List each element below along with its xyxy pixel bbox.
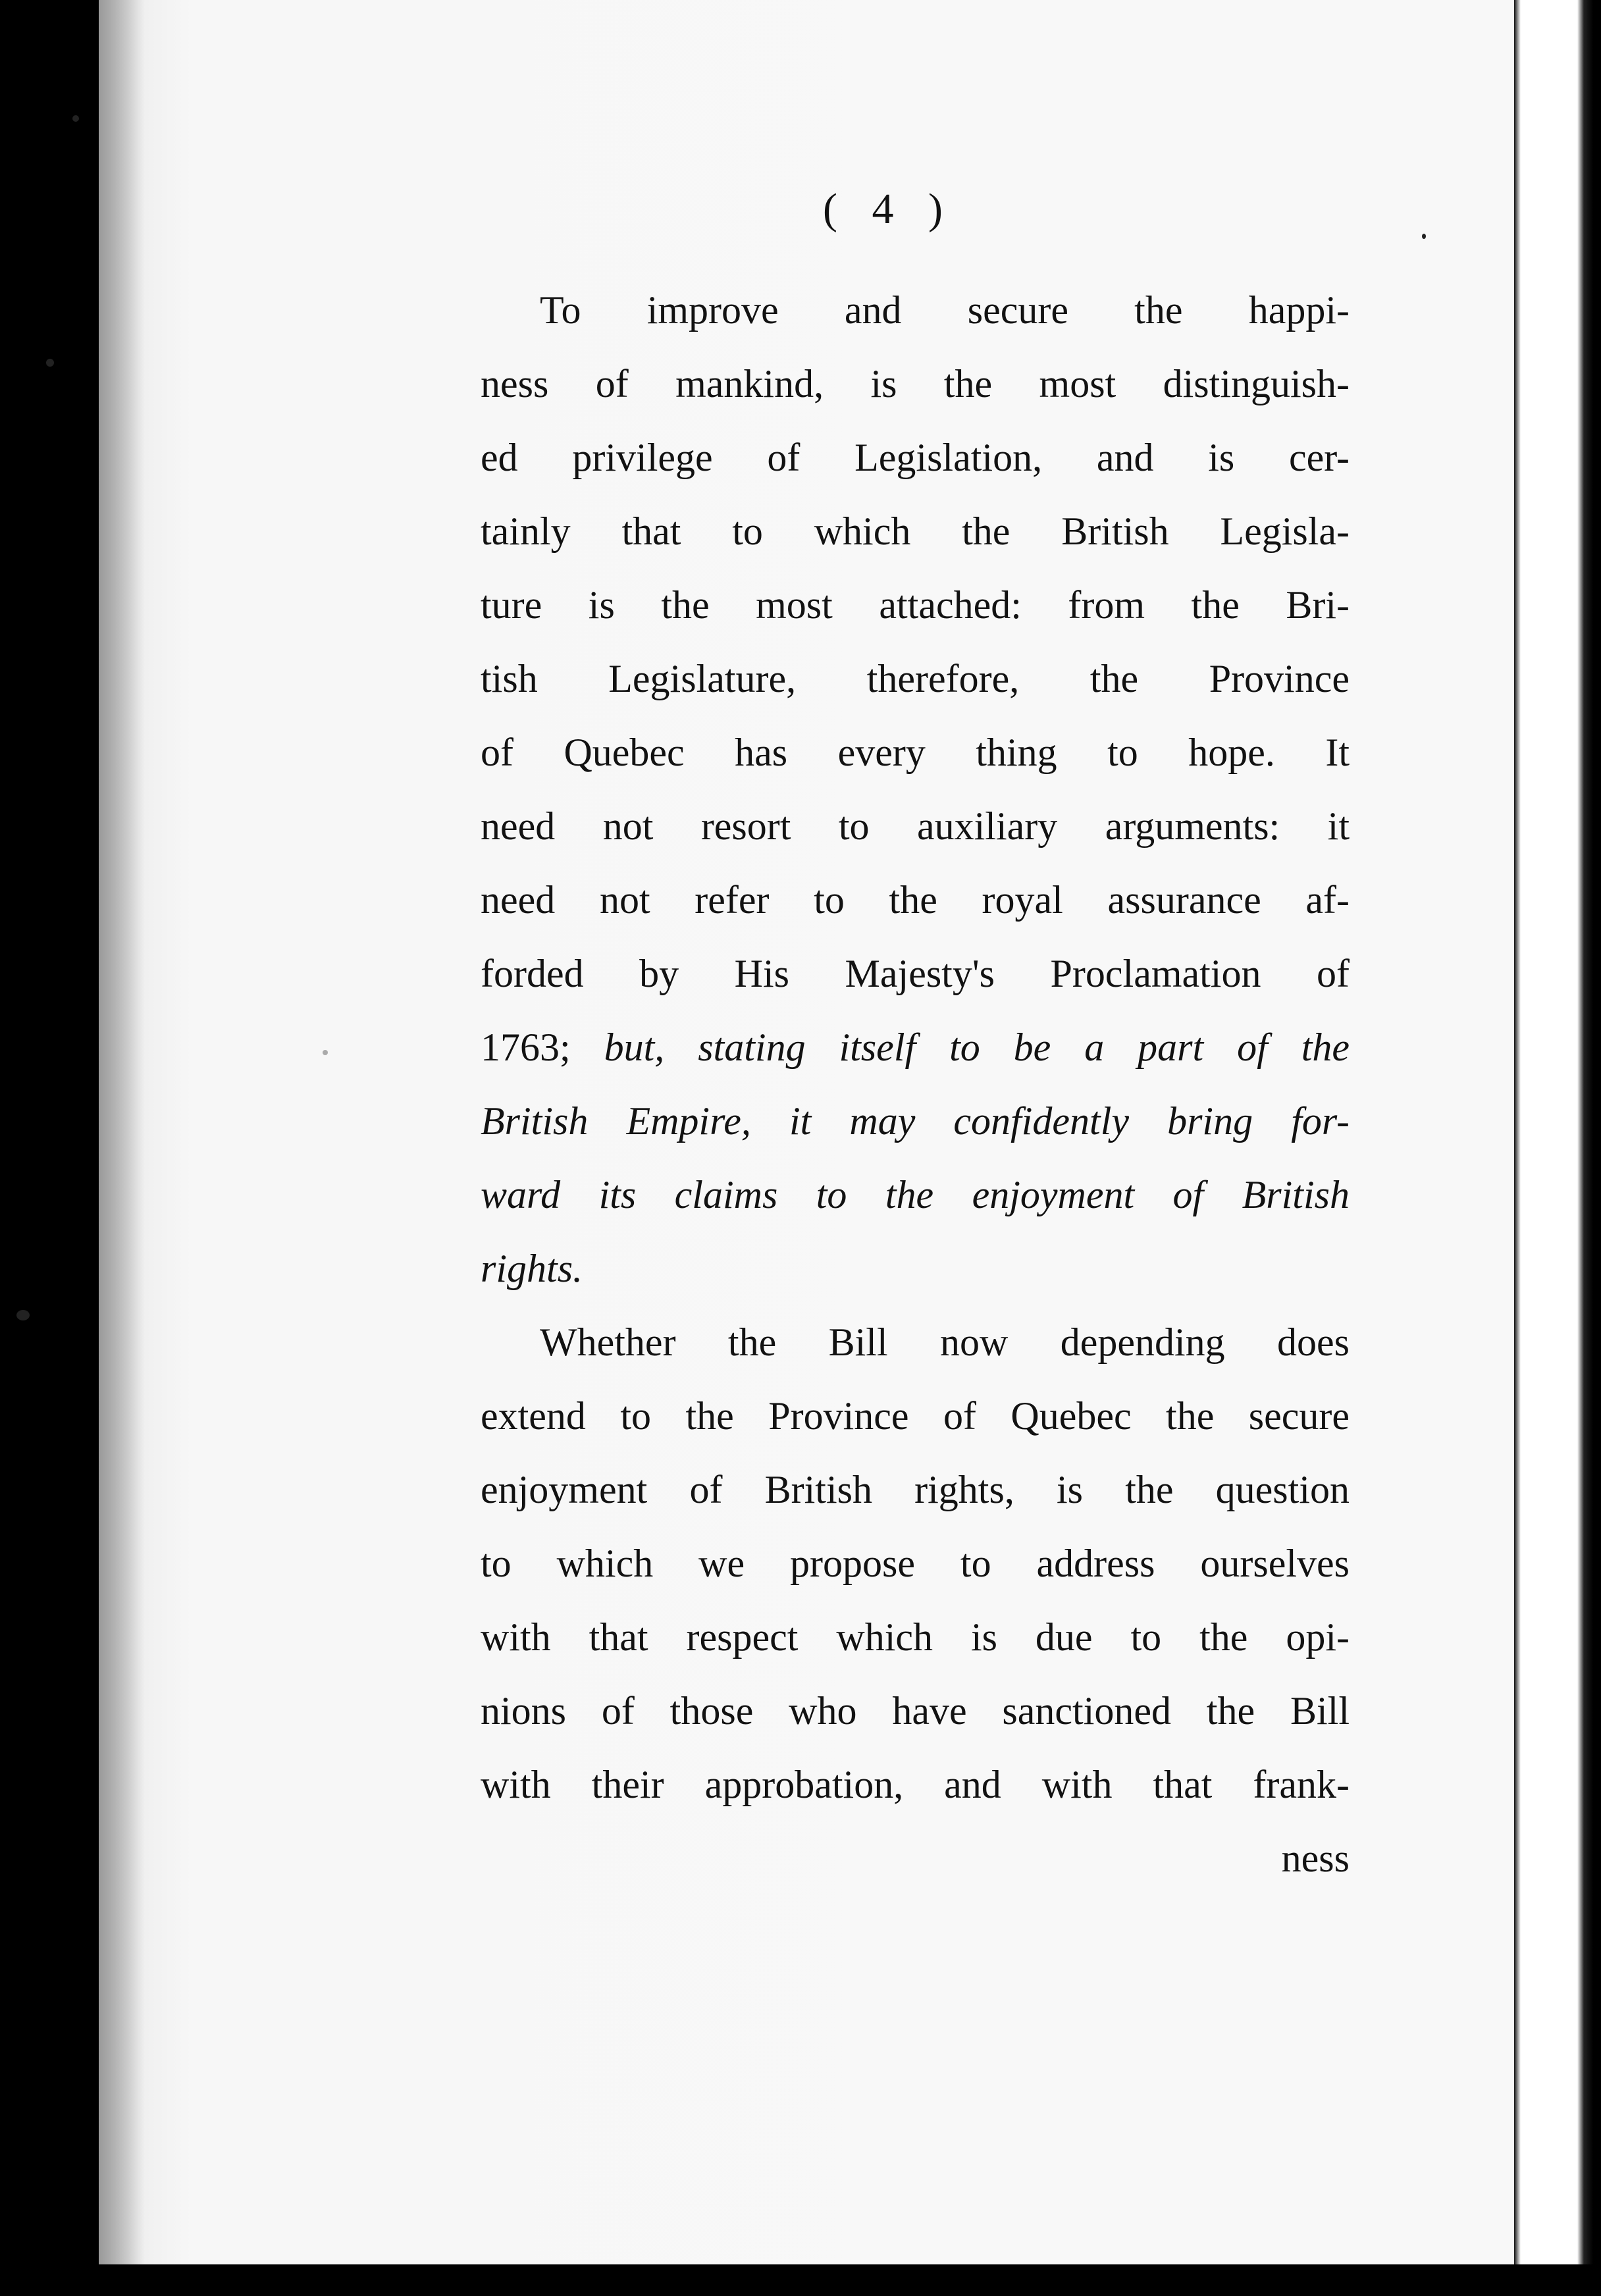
text-line-mixed <box>481 1010 1350 1084</box>
text-line: ture is the most attached: from the Bri- <box>481 583 1350 627</box>
scan-bottom-band <box>0 2264 1601 2296</box>
italic-line: ward its claims to the enjoyment of British <box>481 1173 1350 1216</box>
ink-speck <box>72 115 79 122</box>
text-line: to which we propose to address ourselves <box>481 1542 1350 1585</box>
italic-line: British Empire, it may confidently bring for- <box>481 1099 1350 1143</box>
text-line: nions of those who have sanctioned the Bill <box>481 1689 1350 1733</box>
text-line: ness of mankind, is the most distinguish- <box>481 362 1350 405</box>
text-line: with that respect which is due to the opi- <box>481 1615 1350 1659</box>
paragraph-1 <box>481 273 1350 1305</box>
roman-segment: 1763; <box>481 1026 604 1069</box>
ink-speck <box>46 359 54 367</box>
gutter-shadow <box>99 0 145 2264</box>
text-line: extend to the Province of Quebec the secure <box>481 1394 1350 1438</box>
page-number: ( 4 ) <box>823 185 955 233</box>
text-line: forded by His Majesty's Proclamation of <box>481 952 1350 995</box>
text-line: tish Legislature, therefore, the Province <box>481 657 1350 700</box>
text-line: of Quebec has every thing to hope. It <box>481 731 1350 774</box>
text-line: Whether the Bill now depending does <box>540 1320 1350 1364</box>
italic-segment: but, stating itself to be a part of the <box>604 1026 1350 1069</box>
text-line: enjoyment of British rights, is the question <box>481 1468 1350 1511</box>
page-edge-strip <box>1514 0 1601 2296</box>
italic-line: rights. <box>481 1247 583 1290</box>
ink-speck <box>1422 234 1426 239</box>
text-line: ed privilege of Legislation, and is cer- <box>481 436 1350 479</box>
text-line: tainly that to which the British Legisla- <box>481 509 1350 553</box>
body-text <box>481 273 1350 1895</box>
ink-speck <box>16 1310 30 1320</box>
text-line: need not resort to auxiliary arguments: it <box>481 804 1350 848</box>
text-line: need not refer to the royal assurance af- <box>481 878 1350 922</box>
ink-speck <box>323 1050 328 1055</box>
catchword: ness <box>1281 1837 1350 1880</box>
text-line: To improve and secure the happi- <box>540 288 1350 332</box>
paragraph-2 <box>481 1305 1350 1821</box>
text-line: with their approbation, and with that frank- <box>481 1763 1350 1806</box>
